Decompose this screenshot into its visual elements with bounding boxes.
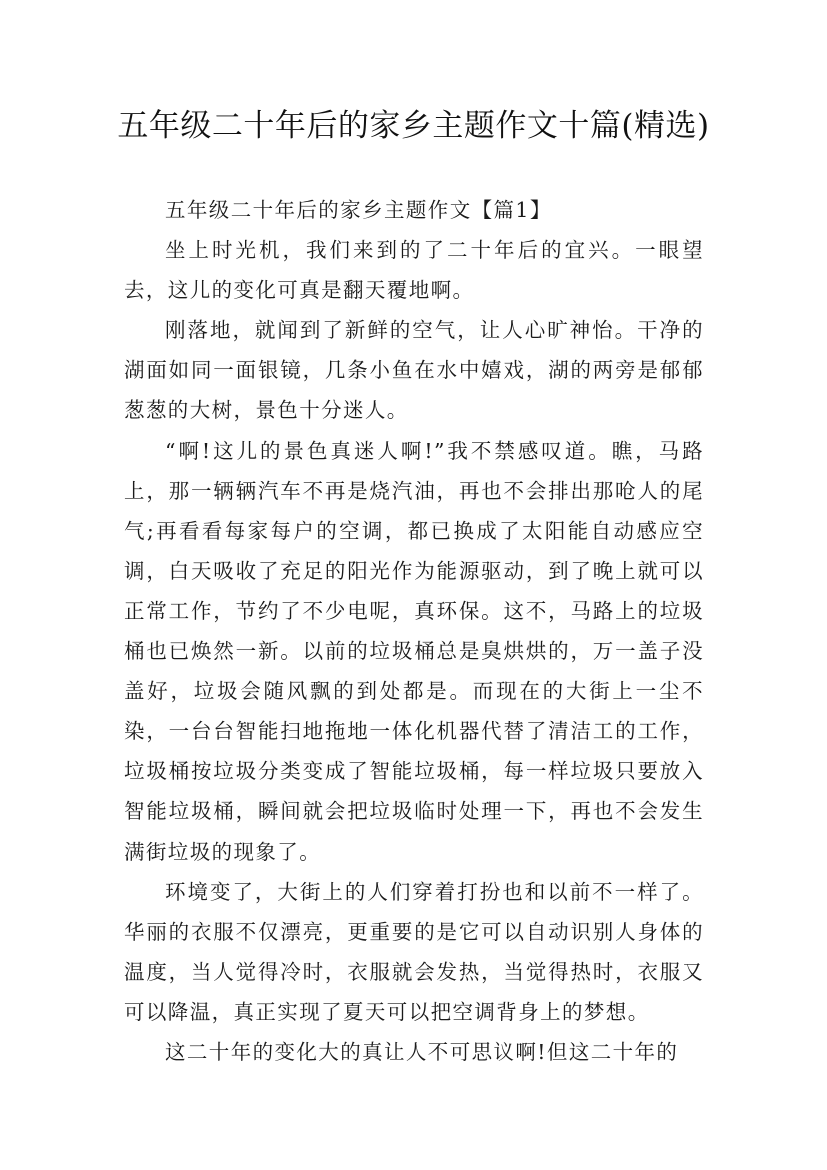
document-body [124, 190, 704, 1072]
paragraph-3: “啊!这儿的景色真迷人啊!”我不禁感叹道。瞧，马路上，那一辆辆汽车不再是烧汽油，再也不会排出那呛人的尾气;再看看每家每户的空调，都已换成了太阳能自动感应空调，白天吸收了充足的阳光作为能源驱动，到了晚上就可以正常工作，节约了不少电呢，真环保。这不，马路上的垃圾桶也已焕然一新。以前的垃圾桶总是臭烘烘的，万一盖子没盖好，垃圾会随风飘的到处都是。而现在的大街上一尘不染，一台台智能扫地拖地一体化机器代替了清洁工的工作，垃圾桶按垃圾分类变成了智能垃圾桶，每一样垃圾只要放入智能垃圾桶，瞬间就会把垃圾临时处理一下，再也不会发生满街垃圾的现象了。 [124, 438, 704, 864]
paragraph-1: 坐上时光机，我们来到的了二十年后的宜兴。一眼望去，这儿的变化可真是翻天覆地啊。 [124, 238, 704, 303]
section-heading: 五年级二十年后的家乡主题作文【篇1】 [165, 198, 552, 222]
paragraph-4: 环境变了，大街上的人们穿着打扮也和以前不一样了。华丽的衣服不仅漂亮，更重要的是它可以自动识别人身体的温度，当人觉得冷时，衣服就会发热，当觉得热时，衣服又可以降温，真正实现了夏天可以把空调背身上的梦想。 [124, 879, 704, 1024]
paragraph-5: 这二十年的变化大的真让人不可思议啊!但这二十年的 [165, 1039, 679, 1064]
document-title: 五年级二十年后的家乡主题作文十篇(精选) [117, 108, 710, 144]
paragraph-2: 刚落地，就闻到了新鲜的空气，让人心旷神怡。干净的湖面如同一面银镜，几条小鱼在水中嬉戏，湖的两旁是郁郁葱葱的大树，景色十分迷人。 [124, 318, 704, 423]
